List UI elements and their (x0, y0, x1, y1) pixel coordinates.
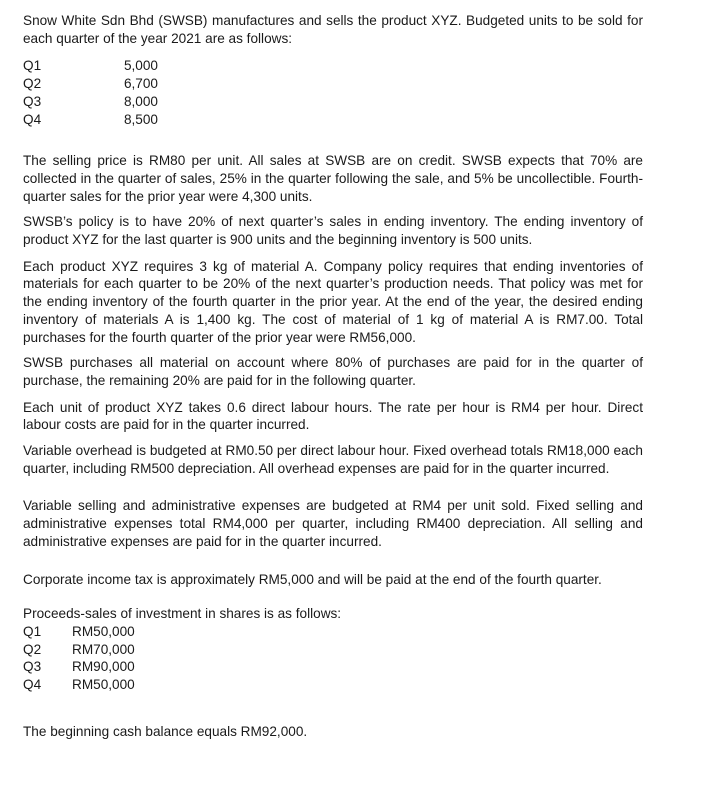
overhead-paragraph: Variable overhead is budgeted at RM0.50 per direct labour hour. Fixed overhead totals RM18,000 each quarter, including RM500 depreciation. All overhead expenses are paid for in the quarter incurred. (23, 443, 643, 476)
table-row (23, 93, 158, 111)
intro-paragraph: Snow White Sdn Bhd (SWSB) manufactures and sells the product XYZ. Budgeted units to be sold for each quarter of the year 2021 are as follows: (23, 13, 643, 46)
selling-price-paragraph: The selling price is RM80 per unit. All sales at SWSB are on credit. SWSB expects that 70% are collected in the quarter of sales, 25% in the quarter following the sale, and 5% be uncollectible. Fourth-quarter sales for the prior year were 4,300 units. (23, 153, 643, 204)
cash-balance-paragraph: The beginning cash balance equals RM92,000. (23, 723, 308, 739)
budgeted-units-table (23, 57, 158, 128)
quarter-label: Q2 (23, 641, 42, 657)
selling-admin-paragraph: Variable selling and administrative expenses are budgeted at RM4 per unit sold. Fixed selling and administrative expenses total RM4,000 per quarter, including RM400 depreciation. All selling and administrative expenses are paid for in the quarter incurred. (23, 498, 643, 549)
proceeds-value: RM90,000 (72, 659, 135, 675)
labour-paragraph: Each unit of product XYZ takes 0.6 direct labour hours. The rate per hour is RM4 per hour. Direct labour costs are paid for in the quarter incurred. (23, 399, 643, 433)
proceeds-value: RM50,000 (72, 623, 135, 639)
material-paragraph: Each product XYZ requires 3 kg of material A. Company policy requires that ending inventories of materials for each quarter to be 20% of the next quarter’s production needs. That policy was met for the ending inventory of the fourth quarter in the prior year. At the end of the year, the desired ending inventory of materials A is 1,400 kg. The cost of material of 1 kg of material A is RM7.00. Total purchases for the fourth quarter of the prior year were RM56,000. (23, 258, 643, 345)
table-row (23, 676, 135, 694)
quarter-label: Q1 (23, 58, 42, 74)
proceeds-table (23, 623, 135, 694)
inventory-policy-paragraph: SWSB’s policy is to have 20% of next quarter’s sales in ending inventory. The ending inventory of product XYZ for the last quarter is 900 units and the beginning inventory is 500 units. (23, 214, 643, 248)
quarter-label: Q2 (23, 76, 42, 92)
table-row (23, 658, 135, 676)
tax-paragraph: Corporate income tax is approximately RM5,000 and will be paid at the end of the fourth quarter. (23, 571, 602, 587)
document-body (23, 12, 643, 741)
quarter-label: Q1 (23, 623, 42, 639)
table-row (23, 641, 135, 659)
units-value: 5,000 (123, 58, 158, 74)
table-row (23, 75, 158, 93)
table-row (23, 57, 158, 75)
quarter-label: Q4 (23, 677, 42, 693)
quarter-label: Q3 (23, 93, 42, 109)
table-row (23, 111, 158, 129)
quarter-label: Q4 (23, 111, 42, 127)
units-value: 8,000 (123, 93, 158, 109)
proceeds-value: RM50,000 (72, 677, 135, 693)
table-row (23, 623, 135, 641)
purchases-paragraph: SWSB purchases all material on account where 80% of purchases are paid for in the quarter of purchase, the remaining 20% are paid for in the following quarter. (23, 355, 643, 388)
units-value: 6,700 (123, 76, 158, 92)
proceeds-heading: Proceeds-sales of investment in shares is as follows: (23, 606, 342, 622)
units-value: 8,500 (123, 111, 158, 127)
proceeds-value: RM70,000 (72, 641, 135, 657)
quarter-label: Q3 (23, 659, 42, 675)
